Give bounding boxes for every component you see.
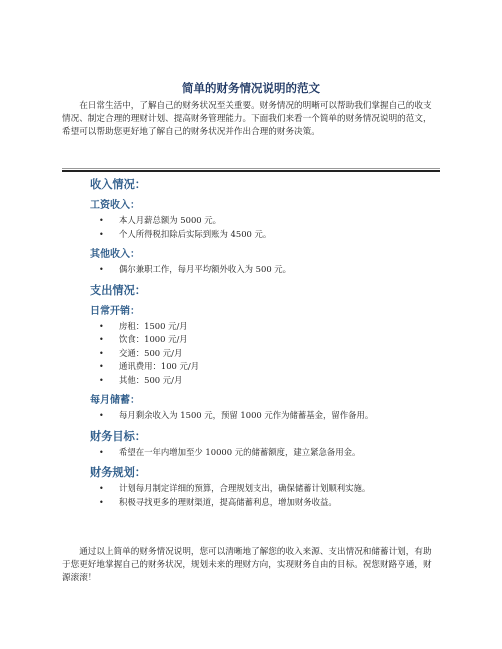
salary-heading: 工资收入： bbox=[90, 200, 140, 211]
divider-thick bbox=[62, 170, 440, 172]
intro-paragraph: 在日常生活中，了解自己的财务状况至关重要。财务情况的明晰可以帮助我们掌握自己的收支情况、制定合理的理财计划、提高财务管理能力。下面我们来看一个简单的财务情况说明的范文，希望可以帮助您更好地了解自己的财务状况并作出合理的财务决策。 bbox=[62, 101, 432, 137]
list-item: • 饮食：1000 元/月 bbox=[62, 333, 442, 347]
plan-heading: 财务规划： bbox=[90, 466, 146, 479]
bullet-icon: • bbox=[99, 335, 104, 344]
monthly-saving-heading: 每月储蓄： bbox=[90, 395, 140, 406]
list-item: • 其他：500 元/月 bbox=[62, 374, 442, 388]
bullet-icon: • bbox=[99, 321, 104, 331]
bullet-icon: • bbox=[99, 447, 104, 457]
monthly-saving-list bbox=[62, 409, 442, 423]
other-income-list bbox=[62, 263, 442, 277]
closing-paragraph: 通过以上简单的财务情况说明，您可以清晰地了解您的收入来源、支出情况和储蓄计划，有助于您更好地掌握自己的财务状况，规划未来的理财方向，实现财务自由的目标。祝您财路亨通，财源滚滚！ bbox=[62, 547, 432, 583]
list-item: • 通讯费用：100 元/月 bbox=[62, 360, 442, 374]
expense-heading: 支出情况： bbox=[90, 283, 146, 297]
goal-heading: 财务目标： bbox=[90, 429, 146, 443]
bullet-icon: • bbox=[99, 411, 104, 420]
list-item: • 每月剩余收入为 1500 元，预留 1000 元作为储蓄基金，留作备用。 bbox=[62, 409, 442, 423]
goal-list bbox=[62, 446, 442, 460]
list-item: • 本人月薪总额为 5000 元。 bbox=[62, 214, 442, 228]
daily-expense-heading: 日常开销： bbox=[90, 305, 140, 317]
list-item: • 交通：500 元/月 bbox=[62, 347, 442, 361]
list-item: • 计划每月制定详细的预算，合理规划支出，确保储蓄计划顺利实施。 bbox=[62, 482, 442, 496]
list-item: • 希望在一年内增加至少 10000 元的储蓄额度，建立紧急备用金。 bbox=[62, 446, 442, 460]
bullet-icon: • bbox=[99, 497, 104, 507]
bullet-icon: • bbox=[99, 348, 104, 358]
list-item: • 积极寻找更多的理财渠道，提高储蓄利息，增加财务收益。 bbox=[62, 496, 442, 510]
document-body bbox=[62, 176, 442, 509]
salary-list bbox=[62, 214, 442, 241]
income-heading: 收入情况： bbox=[90, 178, 146, 191]
bullet-icon: • bbox=[99, 216, 104, 225]
daily-expense-list bbox=[62, 320, 442, 388]
bullet-icon: • bbox=[99, 362, 104, 371]
document-title: 简单的财务情况说明的范文 bbox=[182, 81, 320, 95]
divider-thin bbox=[62, 168, 440, 169]
other-income-heading: 其他收入： bbox=[90, 249, 140, 260]
list-item: • 房租：1500 元/月 bbox=[62, 320, 442, 334]
plan-list bbox=[62, 482, 442, 509]
list-item: • 个人所得税扣除后实际到账为 4500 元。 bbox=[62, 228, 442, 242]
bullet-icon: • bbox=[99, 229, 104, 239]
bullet-icon: • bbox=[99, 375, 104, 385]
list-item: • 偶尔兼职工作，每月平均额外收入为 500 元。 bbox=[62, 263, 442, 277]
bullet-icon: • bbox=[99, 265, 104, 274]
bullet-icon: • bbox=[99, 484, 104, 493]
